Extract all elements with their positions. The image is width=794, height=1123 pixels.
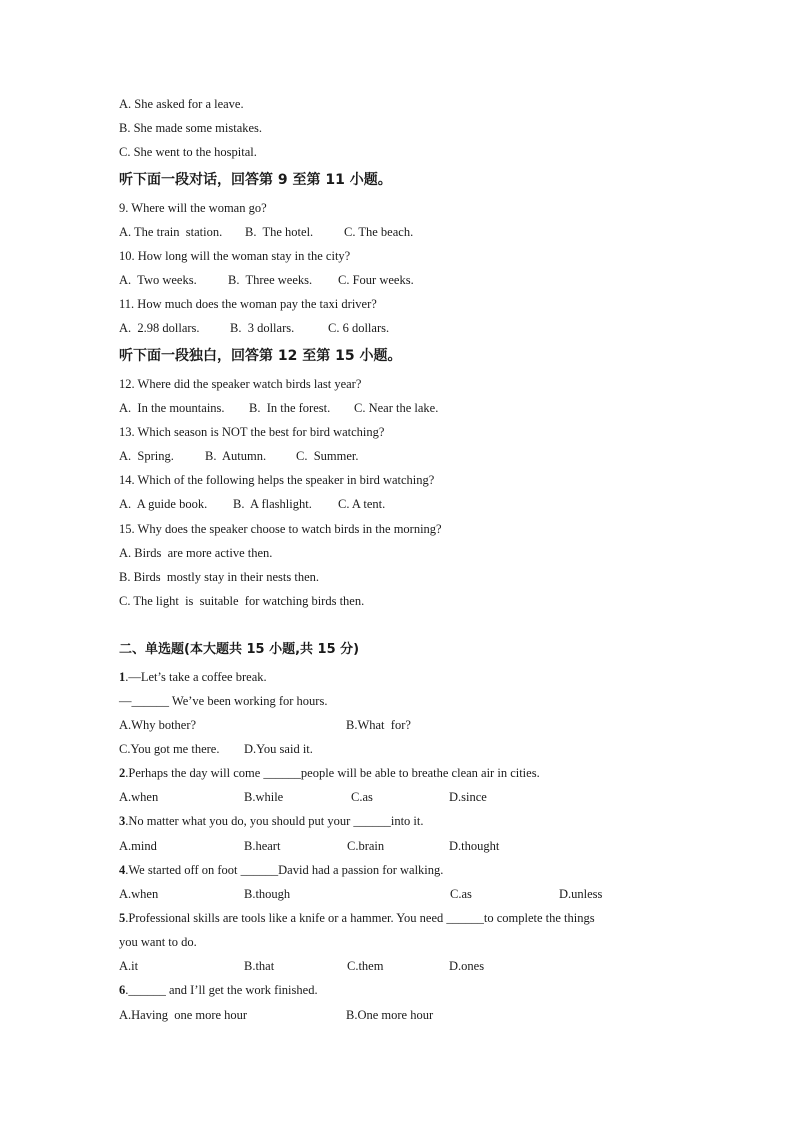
choice-q2-option-d: D.since (449, 790, 487, 804)
q15-option-b: B. Birds mostly stay in their nests then. (119, 570, 319, 584)
question-stem: .—Let’s take a coffee break. (125, 670, 267, 684)
q12-option-c: C. Near the lake. (354, 401, 439, 415)
q13-option-a: A. Spring. (119, 449, 174, 463)
choice-q6-option-b: B.One more hour (346, 1008, 434, 1022)
q12-option-b: B. In the forest. (249, 401, 331, 415)
choice-q2-option-c: C.as (351, 790, 373, 804)
choice-q5-option-b: B.that (244, 959, 275, 973)
question-stem: .Perhaps the day will come ______people will be able to breathe clean air in cities. (125, 766, 540, 780)
choice-q4-option-a: A.when (119, 887, 159, 901)
choice-question-4 (119, 862, 443, 878)
q13-option-b: B. Autumn. (205, 449, 267, 463)
question-13: 13. Which season is NOT the best for bird watching? (119, 425, 385, 439)
choice-q4-option-d: D.unless (559, 887, 603, 901)
q11-option-b: B. 3 dollars. (230, 321, 295, 335)
section-heading-dialogue: 听下面一段对话，回答第 9 至第 11 小题。 (119, 172, 392, 188)
choice-q1-option-a: A.Why bother? (119, 718, 197, 732)
q9-option-c: C. The beach. (344, 225, 414, 239)
question-stem: .______ and I’ll get the work finished. (125, 983, 318, 997)
question-15: 15. Why does the speaker choose to watch birds in the morning? (119, 522, 442, 536)
choice-q2-option-a: A.when (119, 790, 159, 804)
choice-question-5 (119, 910, 595, 926)
question-number: 4 (119, 863, 126, 877)
q14-option-a: A. A guide book. (119, 497, 208, 511)
choice-q4-option-c: C.as (450, 887, 472, 901)
q10-option-c: C. Four weeks. (338, 273, 414, 287)
prev-option-c: C. She went to the hospital. (119, 145, 257, 159)
question-14: 14. Which of the following helps the speaker in bird watching? (119, 473, 435, 487)
question-stem: .No matter what you do, you should put your ______into it. (125, 814, 424, 828)
choice-q3-option-b: B.heart (244, 839, 281, 853)
choice-q1-option-d: D.You said it. (244, 742, 313, 756)
section-heading-monologue: 听下面一段独白，回答第 12 至第 15 小题。 (119, 348, 402, 364)
prev-option-b: B. She made some mistakes. (119, 121, 263, 135)
section-heading-single-choice: 二、单选题(本大题共 15 小题,共 15 分) (119, 642, 360, 657)
choice-q3-option-d: D.thought (449, 839, 500, 853)
choice-q5-line2: you want to do. (119, 935, 197, 949)
choice-question-2 (119, 765, 540, 781)
q11-option-a: A. 2.98 dollars. (119, 321, 200, 335)
question-number: 2 (119, 766, 126, 780)
choice-q5-option-a: A.it (119, 959, 139, 973)
choice-q1-option-b: B.What for? (346, 718, 411, 732)
q10-option-a: A. Two weeks. (119, 273, 197, 287)
question-11: 11. How much does the woman pay the taxi driver? (119, 297, 377, 311)
choice-q4-option-b: B.though (244, 887, 291, 901)
choice-q3-option-a: A.mind (119, 839, 157, 853)
question-stem: .Professional skills are tools like a knife or a hammer. You need ______to complete the things (125, 911, 595, 925)
choice-q5-option-d: D.ones (449, 959, 485, 973)
question-9: 9. Where will the woman go? (119, 201, 267, 215)
q9-option-b: B. The hotel. (245, 225, 314, 239)
question-10: 10. How long will the woman stay in the city? (119, 249, 351, 263)
choice-q5-option-c: C.them (347, 959, 384, 973)
q9-option-a: A. The train station. (119, 225, 223, 239)
choice-q6-option-a: A.Having one more hour (119, 1008, 248, 1022)
choice-question-6 (119, 982, 318, 998)
q14-option-c: C. A tent. (338, 497, 386, 511)
choice-q2-option-b: B.while (244, 790, 284, 804)
choice-q1-line2: —______ We’ve been working for hours. (119, 694, 328, 708)
question-number: 1 (119, 670, 126, 684)
q12-option-a: A. In the mountains. (119, 401, 225, 415)
q10-option-b: B. Three weeks. (228, 273, 313, 287)
prev-option-a: A. She asked for a leave. (119, 97, 244, 111)
question-number: 3 (119, 814, 126, 828)
q13-option-c: C. Summer. (296, 449, 359, 463)
q15-option-c: C. The light is suitable for watching birds then. (119, 594, 365, 608)
question-stem: .We started off on foot ______David had a passion for walking. (125, 863, 444, 877)
q14-option-b: B. A flashlight. (233, 497, 312, 511)
choice-question-3 (119, 813, 424, 829)
q15-option-a: A. Birds are more active then. (119, 546, 273, 560)
question-12: 12. Where did the speaker watch birds last year? (119, 377, 362, 391)
choice-q3-option-c: C.brain (347, 839, 385, 853)
q11-option-c: C. 6 dollars. (328, 321, 390, 335)
question-number: 5 (119, 911, 126, 925)
choice-question-1 (119, 669, 267, 685)
choice-q1-option-c: C.You got me there. (119, 742, 220, 756)
question-number: 6 (119, 983, 126, 997)
